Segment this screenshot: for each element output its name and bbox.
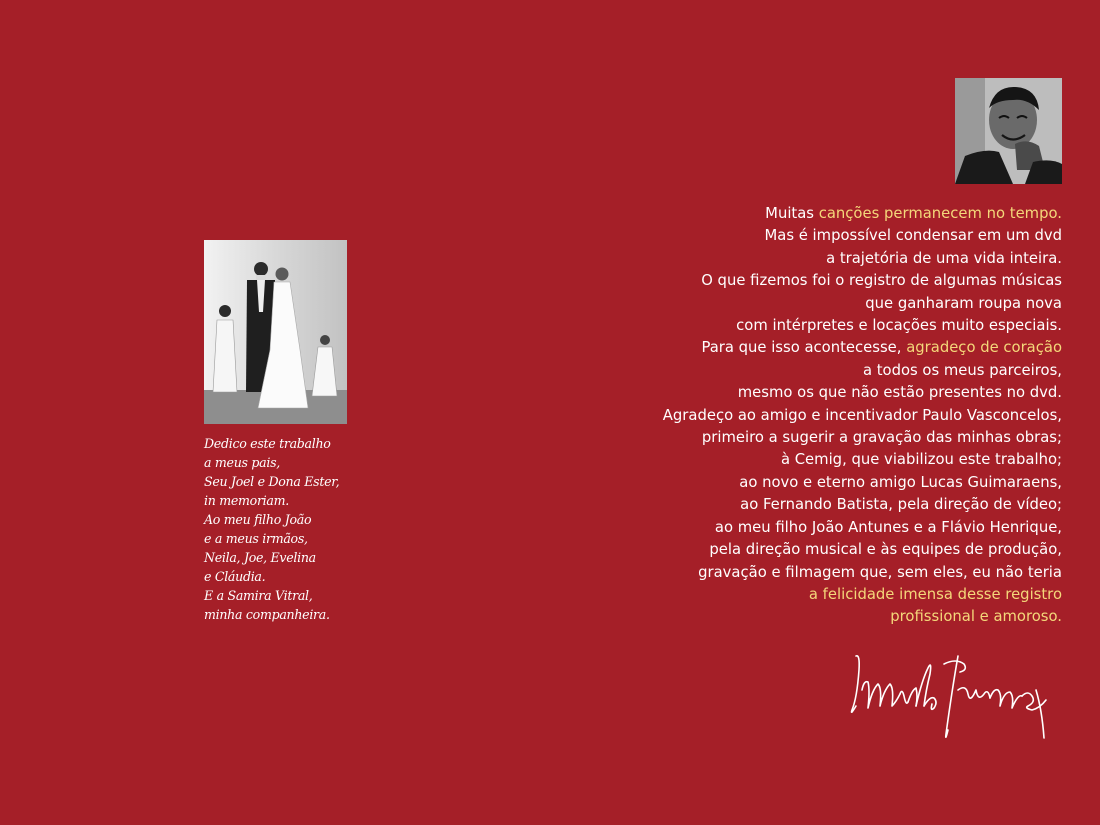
text-line [502, 225, 1062, 247]
dedication-line: Neila, Joe, Evelina [204, 550, 316, 565]
text-line [502, 584, 1062, 606]
highlighted-text: a felicidade imensa desse registro [808, 585, 1062, 603]
text-segment: O que fizemos foi o registro de algumas músicas [701, 272, 1062, 290]
dedication-text [204, 434, 384, 624]
text-line [502, 494, 1062, 516]
text-line [502, 449, 1062, 471]
text-line [502, 315, 1062, 337]
text-segment: ao Fernando Batista, pela direção de vídeo; [740, 496, 1062, 514]
text-line [502, 562, 1062, 584]
text-segment: Mas é impossível condensar em um dvd [764, 227, 1062, 245]
text-line [502, 248, 1062, 270]
text-segment: com intérpretes e locações muito especiais. [736, 317, 1062, 335]
dedication-line: a meus pais, [204, 455, 280, 470]
text-segment: pela direção musical e às equipes de produção, [709, 541, 1062, 559]
text-line [502, 606, 1062, 628]
text-line [502, 337, 1062, 359]
text-segment: a trajetória de uma vida inteira. [826, 249, 1062, 267]
dedication-line: Ao meu filho João [204, 512, 312, 527]
text-segment: mesmo os que não estão presentes no dvd. [737, 384, 1062, 402]
author-portrait-image [955, 78, 1062, 184]
author-portrait [955, 78, 1062, 184]
text-segment: primeiro a sugerir a gravação das minhas obras; [701, 429, 1062, 447]
text-segment: que ganharam roupa nova [865, 294, 1062, 312]
dedication-line: Dedico este trabalho [204, 436, 331, 451]
text-segment: Para que isso acontecesse, [701, 339, 907, 357]
text-line [502, 427, 1062, 449]
family-photo [204, 240, 347, 424]
text-line [502, 405, 1062, 427]
text-segment: Agradeço ao amigo e incentivador Paulo Vasconcelos, [662, 406, 1062, 424]
acknowledgements-text [502, 203, 1062, 629]
text-line [502, 270, 1062, 292]
text-line [502, 382, 1062, 404]
dedication-line: in memoriam. [204, 493, 289, 508]
highlighted-text: profissional e amoroso. [890, 608, 1062, 626]
text-segment: Muitas [765, 205, 819, 222]
dedication-line: E a Samira Vitral, [204, 588, 313, 603]
family-photo-image [204, 240, 347, 424]
dedication-line: Seu Joel e Dona Ester, [204, 474, 340, 489]
dedication-line: e a meus irmãos, [204, 531, 308, 546]
dedication-line: e Cláudia. [204, 569, 266, 584]
text-line [502, 203, 1062, 225]
text-line [502, 472, 1062, 494]
text-line [502, 539, 1062, 561]
highlighted-text: canções permanecem no tempo. [818, 205, 1062, 222]
text-segment: a todos os meus parceiros, [862, 361, 1062, 379]
text-line [502, 517, 1062, 539]
text-line [502, 293, 1062, 315]
signature [848, 650, 1058, 750]
text-segment: ao meu filho João Antunes e a Flávio Henrique, [714, 518, 1062, 536]
highlighted-text: agradeço de coração [906, 339, 1062, 357]
text-segment: à Cemig, que viabilizou este trabalho; [780, 451, 1062, 469]
text-line [502, 360, 1062, 382]
dedication-line: minha companheira. [204, 607, 330, 622]
text-segment: ao novo e eterno amigo Lucas Guimaraens, [739, 473, 1062, 491]
text-segment: gravação e filmagem que, sem eles, eu não teria [698, 563, 1062, 581]
